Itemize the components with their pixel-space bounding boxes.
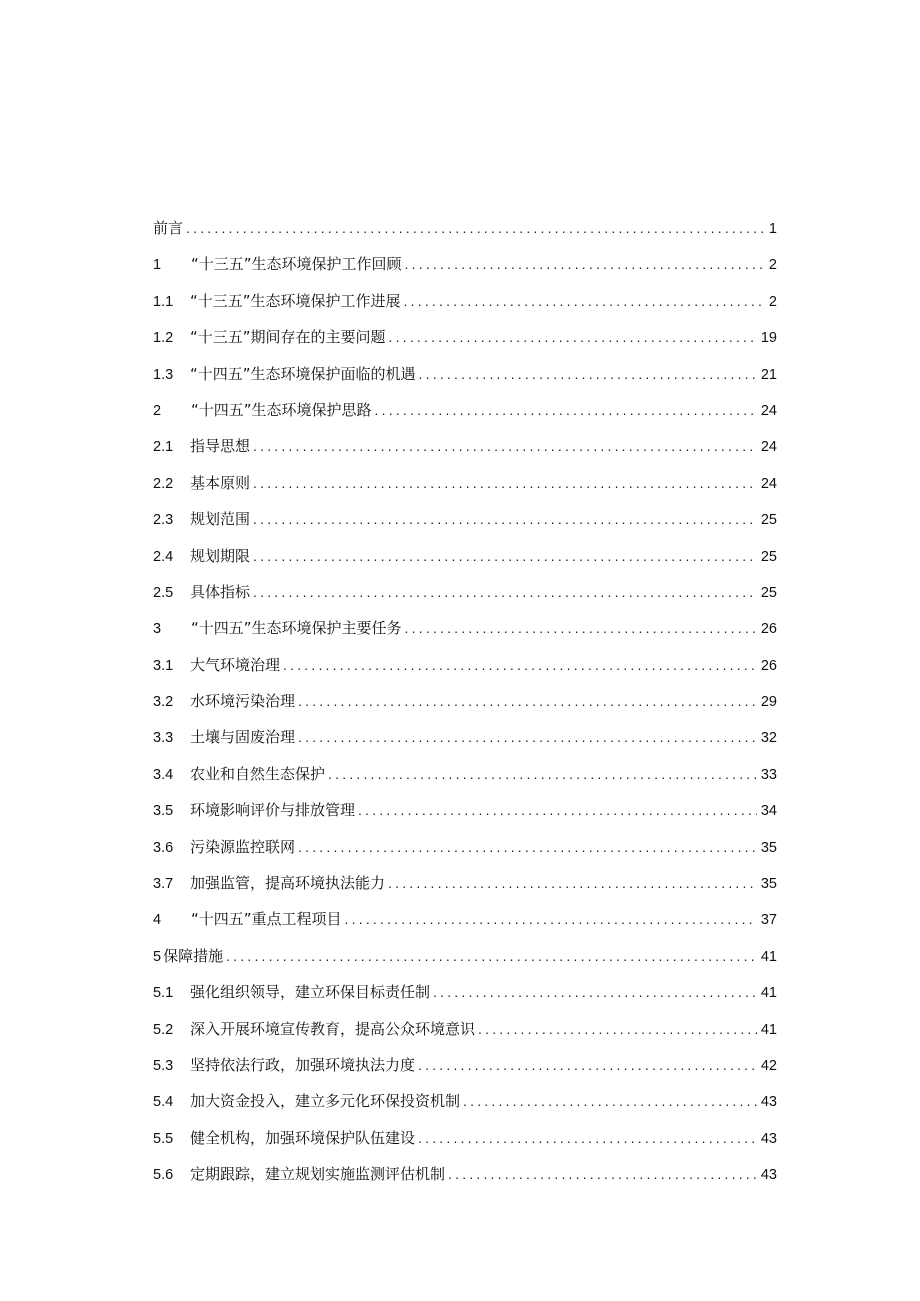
dot-leader [358, 792, 757, 828]
toc-entry-number: 3 [153, 621, 162, 638]
toc-entry-page-number: 1 [768, 221, 777, 237]
toc-entry-page-number: 43 [760, 1167, 777, 1184]
dot-leader [186, 210, 765, 246]
toc-entry-number: 3.1 [153, 657, 174, 674]
toc-entry-page-number: 43 [760, 1094, 777, 1111]
table-of-contents [153, 210, 777, 1193]
toc-entry-number: 3.3 [153, 730, 174, 747]
toc-entry-number: 5.5 [153, 1130, 174, 1147]
toc-entry-page-number: 43 [760, 1130, 777, 1147]
toc-entry-number: 2.4 [153, 548, 174, 565]
toc-entry-title: 农业和自然生态保护 [190, 764, 326, 783]
dot-leader [226, 938, 757, 974]
toc-entry[interactable] [153, 501, 777, 537]
toc-entry-title: 具体指标 [190, 582, 251, 601]
toc-entry-title: 健全机构，加强环境保护队伍建设 [190, 1128, 416, 1147]
toc-entry-number: 5.6 [153, 1167, 174, 1184]
dot-leader [463, 1083, 757, 1119]
toc-entry-number: 2.5 [153, 584, 174, 601]
toc-entry[interactable] [153, 1047, 777, 1083]
toc-entry-page-number: 21 [760, 366, 777, 383]
toc-entry-title: 强化组织领导，建立环保目标责任制 [190, 983, 431, 1002]
toc-entry[interactable] [153, 756, 777, 792]
toc-entry-page-number: 32 [760, 730, 777, 747]
dot-leader [253, 538, 757, 574]
toc-entry-number: 5 [153, 948, 162, 965]
dot-leader [389, 319, 757, 355]
toc-entry-number: 5.1 [153, 985, 174, 1002]
toc-entry-title: 深入开展环境宣传教育，提高公众环境意识 [190, 1019, 476, 1038]
toc-entry[interactable] [153, 1083, 777, 1119]
toc-entry-page-number: 25 [760, 548, 777, 565]
toc-entry-title: 保障措施 [163, 946, 224, 965]
toc-entry-number: 1.2 [153, 330, 174, 347]
toc-entry[interactable] [153, 428, 777, 464]
toc-entry-title: “十四五”重点工程项目 [191, 910, 342, 929]
toc-entry-title: “十四五”生态环境保护面临的机遇 [190, 364, 416, 383]
toc-entry-page-number: 42 [760, 1057, 777, 1074]
dot-leader [345, 901, 757, 937]
toc-entry[interactable] [153, 574, 777, 610]
toc-entry[interactable] [153, 938, 777, 974]
toc-entry-title: 指导思想 [190, 437, 251, 456]
toc-entry-title: 基本原则 [190, 473, 251, 492]
dot-leader [253, 574, 757, 610]
toc-entry[interactable] [153, 1120, 777, 1156]
toc-entry-title: “十三五”期间存在的主要问题 [190, 328, 386, 347]
toc-entry-page-number: 26 [760, 657, 777, 674]
toc-entry-title: 加大资金投入，建立多元化环保投资机制 [190, 1092, 461, 1111]
toc-entry-page-number: 37 [760, 912, 777, 929]
toc-entry-number: 3.7 [153, 876, 174, 893]
toc-entry-page-number: 24 [760, 439, 777, 456]
toc-entry[interactable] [153, 465, 777, 501]
toc-entry[interactable] [153, 647, 777, 683]
toc-entry-page-number: 24 [760, 402, 777, 419]
toc-entry-number: 3.4 [153, 766, 174, 783]
toc-entry-page-number: 41 [760, 1021, 777, 1038]
toc-entry[interactable] [153, 974, 777, 1010]
toc-entry-number: 2.1 [153, 439, 174, 456]
toc-entry-page-number: 19 [760, 330, 777, 347]
toc-entry-number: 2 [153, 402, 162, 419]
dot-leader [405, 610, 757, 646]
toc-entry-number: 2.3 [153, 512, 174, 529]
toc-entry-number: 3.5 [153, 803, 174, 820]
toc-entry[interactable] [153, 865, 777, 901]
toc-entry[interactable] [153, 792, 777, 828]
toc-entry-page-number: 41 [760, 948, 777, 965]
toc-entry-page-number: 35 [760, 839, 777, 856]
toc-entry-number: 1.1 [153, 293, 174, 310]
toc-entry[interactable] [153, 210, 777, 246]
toc-entry-page-number: 25 [760, 512, 777, 529]
toc-entry-number: 1.3 [153, 366, 174, 383]
toc-entry[interactable] [153, 392, 777, 428]
toc-entry-page-number: 2 [768, 257, 777, 274]
toc-entry-number: 5.3 [153, 1057, 174, 1074]
toc-entry[interactable] [153, 319, 777, 355]
toc-entry[interactable] [153, 246, 777, 282]
dot-leader [328, 756, 757, 792]
toc-entry[interactable] [153, 719, 777, 755]
toc-entry-page-number: 2 [768, 293, 777, 310]
toc-entry-number: 3.6 [153, 839, 174, 856]
toc-entry[interactable] [153, 610, 777, 646]
toc-entry-number: 5.4 [153, 1094, 174, 1111]
toc-entry[interactable] [153, 1156, 777, 1192]
dot-leader [478, 1011, 757, 1047]
toc-entry-title: “十三五”生态环境保护工作进展 [190, 291, 401, 310]
toc-entry-page-number: 25 [760, 584, 777, 601]
toc-entry[interactable] [153, 1011, 777, 1047]
toc-entry-title: 环境影响评价与排放管理 [190, 801, 356, 820]
toc-entry-number: 2.2 [153, 475, 174, 492]
toc-entry[interactable] [153, 538, 777, 574]
toc-entry[interactable] [153, 901, 777, 937]
dot-leader [388, 865, 757, 901]
toc-entry-page-number: 41 [760, 985, 777, 1002]
dot-leader [448, 1156, 757, 1192]
dot-leader [418, 1120, 757, 1156]
dot-leader [253, 428, 757, 464]
toc-entry-title: 土壤与固废治理 [190, 728, 296, 747]
toc-entry-page-number: 29 [760, 694, 777, 711]
toc-entry-title: 水环境污染治理 [190, 692, 296, 711]
toc-entry[interactable] [153, 283, 777, 319]
toc-entry-title: 大气环境治理 [190, 655, 281, 674]
dot-leader [253, 501, 757, 537]
toc-entry-title: 加强监管，提高环境执法能力 [190, 874, 386, 893]
dot-leader [253, 465, 757, 501]
toc-entry-page-number: 34 [760, 803, 777, 820]
toc-entry-title: “十四五”生态环境保护思路 [191, 400, 372, 419]
toc-entry-page-number: 24 [760, 475, 777, 492]
dot-leader [283, 647, 757, 683]
toc-entry-page-number: 26 [760, 621, 777, 638]
toc-entry-number: 5.2 [153, 1021, 174, 1038]
dot-leader [375, 392, 757, 428]
dot-leader [405, 246, 765, 282]
toc-entry-title: 坚持依法行政，加强环境执法力度 [190, 1055, 416, 1074]
toc-entry-page-number: 35 [760, 876, 777, 893]
toc-entry-title: 规划范围 [190, 510, 251, 529]
dot-leader [404, 283, 765, 319]
toc-entry-page-number: 33 [760, 766, 777, 783]
toc-entry-number: 3.2 [153, 694, 174, 711]
toc-entry-number: 1 [153, 257, 162, 274]
toc-entry-title: 污染源监控联网 [190, 837, 296, 856]
toc-entry-title: 规划期限 [190, 546, 251, 565]
toc-entry[interactable] [153, 683, 777, 719]
dot-leader [419, 356, 757, 392]
dot-leader [433, 974, 757, 1010]
dot-leader [418, 1047, 757, 1083]
toc-entry-title: 前言 [153, 219, 184, 237]
toc-entry[interactable] [153, 356, 777, 392]
toc-entry-title: “十三五”生态环境保护工作回顾 [191, 255, 402, 274]
toc-entry-number: 4 [153, 912, 162, 929]
dot-leader [298, 719, 757, 755]
toc-entry[interactable] [153, 829, 777, 865]
toc-entry-title: 定期跟踪，建立规划实施监测评估机制 [190, 1165, 446, 1184]
toc-entry-title: “十四五”生态环境保护主要任务 [191, 619, 402, 638]
dot-leader [298, 829, 757, 865]
dot-leader [298, 683, 757, 719]
